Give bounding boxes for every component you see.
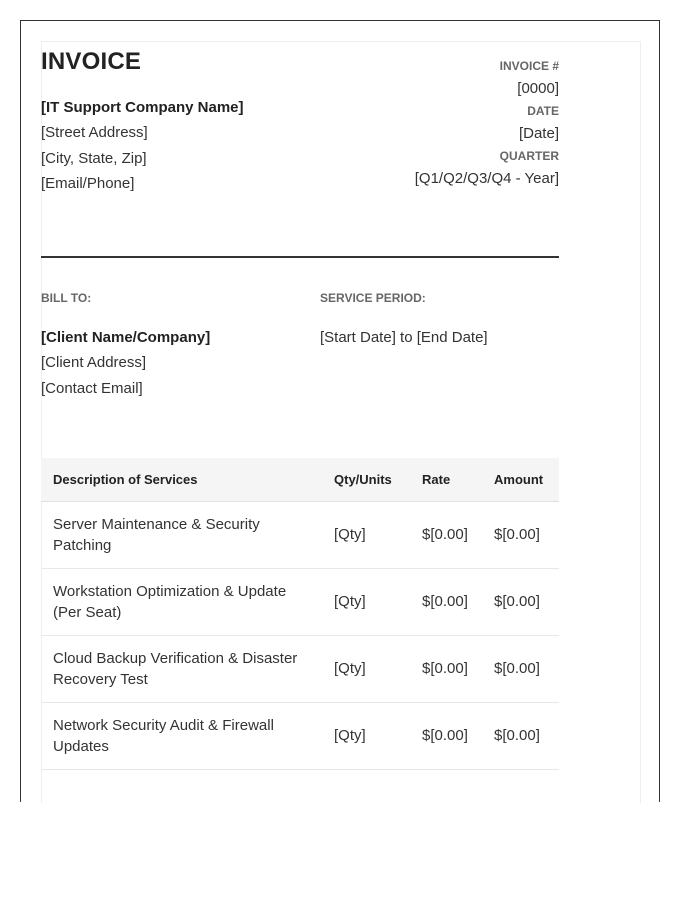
row-description: Network Security Audit & Firewall Updates (41, 702, 322, 769)
company-name: [IT Support Company Name] (41, 99, 244, 116)
row-amount: $[0.00] (482, 501, 559, 568)
row-description: Workstation Optimization & Update (Per Seat) (41, 568, 322, 635)
header-qty: Qty/Units (322, 458, 410, 501)
row-description: Server Maintenance & Security Patching (41, 501, 322, 568)
invoice-number-value: [0000] (517, 80, 559, 97)
table-header-row (41, 458, 559, 501)
invoice-date-label: DATE (527, 104, 559, 118)
header-rate: Rate (410, 458, 482, 501)
row-rate: $[0.00] (410, 568, 482, 635)
invoice-header (41, 48, 559, 256)
header-divider (41, 256, 559, 258)
client-address: [Client Address] (41, 354, 147, 371)
invoice-meta (340, 48, 559, 256)
invoice-number-label: INVOICE # (499, 59, 559, 73)
bill-to-label: BILL TO: (41, 291, 92, 305)
header-description: Description of Services (41, 458, 322, 501)
invoice-date-value: [Date] (518, 125, 559, 142)
service-period (320, 290, 559, 401)
invoice-quarter-label: QUARTER (499, 149, 559, 163)
company-city: [City, State, Zip] (41, 149, 147, 167)
header-amount: Amount (482, 458, 559, 501)
invoice-quarter-value: [Q1/Q2/Q3/Q4 - Year] (414, 170, 559, 187)
invoice-title: INVOICE (41, 48, 142, 75)
row-amount: $[0.00] (482, 568, 559, 635)
row-rate: $[0.00] (410, 635, 482, 702)
billing-section (41, 290, 559, 401)
company-contact: [Email/Phone] (41, 175, 135, 192)
row-qty: [Qty] (322, 501, 410, 568)
row-qty: [Qty] (322, 568, 410, 635)
row-rate: $[0.00] (410, 702, 482, 769)
row-qty: [Qty] (322, 635, 410, 702)
client-name: [Client Name/Company] (41, 329, 211, 346)
table-row (41, 501, 559, 568)
row-description: Cloud Backup Verification & Disaster Recovery Test (41, 635, 322, 702)
row-amount: $[0.00] (482, 635, 559, 702)
company-info (41, 48, 340, 256)
service-period-label: SERVICE PERIOD: (320, 291, 426, 305)
table-row (41, 568, 559, 635)
row-rate: $[0.00] (410, 501, 482, 568)
company-street: [Street Address] (41, 124, 148, 141)
row-amount: $[0.00] (482, 702, 559, 769)
client-email: [Contact Email] (41, 379, 143, 397)
services-table (41, 458, 559, 770)
bill-to (41, 290, 320, 401)
table-row (41, 635, 559, 702)
table-row (41, 702, 559, 769)
invoice-content (41, 48, 559, 770)
service-period-value: [Start Date] to [End Date] (320, 329, 488, 346)
row-qty: [Qty] (322, 702, 410, 769)
